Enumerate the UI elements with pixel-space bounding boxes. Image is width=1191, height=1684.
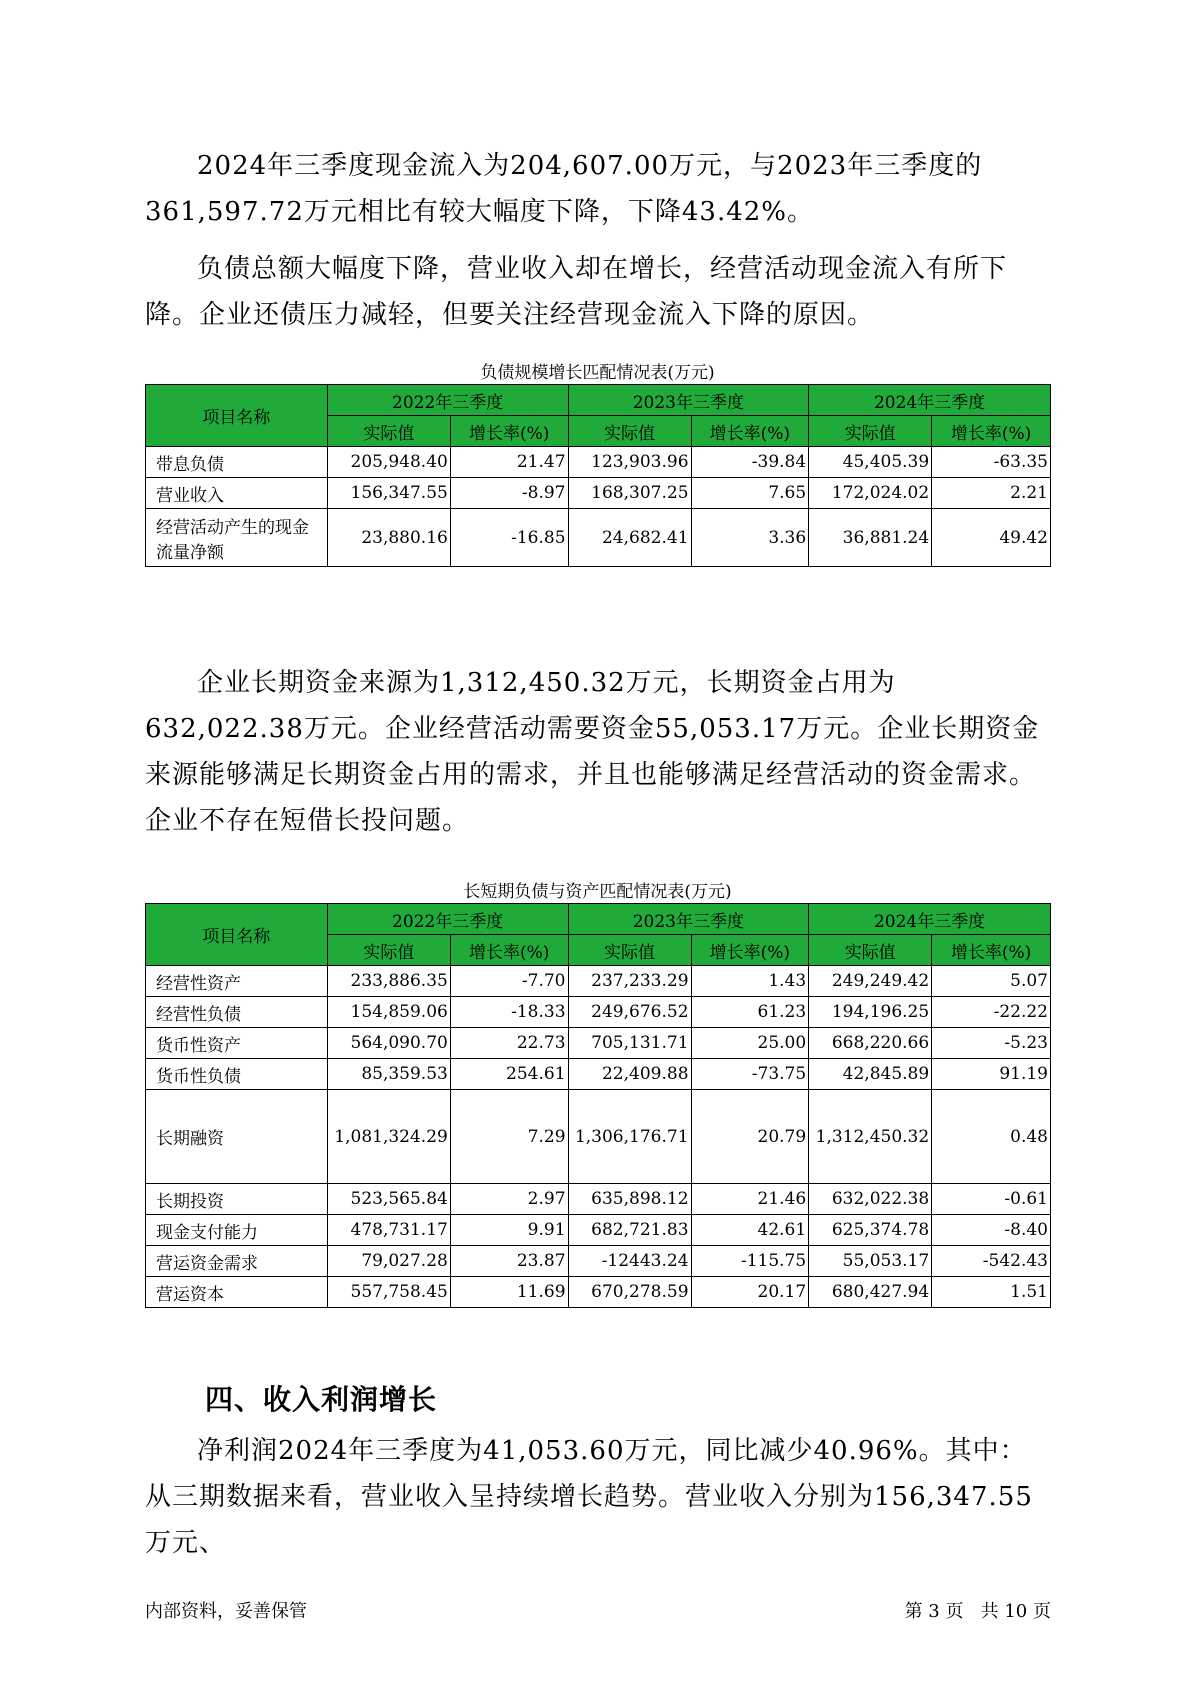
table-row <box>146 1184 1051 1215</box>
cell-actual-value: 705,131.71 <box>568 1028 691 1059</box>
cell-growth-rate: 7.29 <box>450 1090 568 1184</box>
cell-actual-value: 249,676.52 <box>568 997 691 1028</box>
header-actual: 实际值 <box>327 416 450 447</box>
cell-growth-rate: 9.91 <box>450 1215 568 1246</box>
header-actual: 实际值 <box>568 935 691 966</box>
cell-actual-value: 668,220.66 <box>809 1028 932 1059</box>
table-row <box>146 509 1051 567</box>
table-row <box>146 1090 1051 1184</box>
cell-actual-value: 233,886.35 <box>327 966 450 997</box>
cell-actual-value: 172,024.02 <box>809 478 932 509</box>
header-period-2023: 2023年三季度 <box>568 385 809 416</box>
cell-actual-value: 249,249.42 <box>809 966 932 997</box>
cell-actual-value: 55,053.17 <box>809 1246 932 1277</box>
header-period-2022: 2022年三季度 <box>327 385 568 416</box>
header-period-2023: 2023年三季度 <box>568 904 809 935</box>
header-actual: 实际值 <box>809 416 932 447</box>
row-item-name: 现金支付能力 <box>146 1215 328 1246</box>
debt-scale-table-body <box>146 385 1051 567</box>
cell-actual-value: 635,898.12 <box>568 1184 691 1215</box>
header-item-name: 项目名称 <box>146 385 328 447</box>
cell-actual-value: 85,359.53 <box>327 1059 450 1090</box>
cell-actual-value: 168,307.25 <box>568 478 691 509</box>
row-item-name: 长期融资 <box>146 1090 328 1184</box>
cell-actual-value: 36,881.24 <box>809 509 932 567</box>
row-item-name: 营运资本 <box>146 1277 328 1308</box>
asset-liability-table-body <box>146 904 1051 1308</box>
cell-actual-value: 557,758.45 <box>327 1277 450 1308</box>
paragraph-long-term-funds: 企业长期资金来源为1,312,450.32万元，长期资金占用为632,022.38万元。企业经营活动需要资金55,053.17万元。企业长期资金来源能够满足长期资金占用的需求，并且也能够满足经营活动的资金需求。企业不存在短借长投问题。 <box>145 668 1040 836</box>
table-row <box>146 966 1051 997</box>
section-heading: 四、收入利润增长 <box>205 1383 438 1416</box>
cell-growth-rate: -115.75 <box>691 1246 809 1277</box>
cell-actual-value: 670,278.59 <box>568 1277 691 1308</box>
row-item-name: 经营活动产生的现金流量净额 <box>146 509 328 567</box>
cell-growth-rate: 21.47 <box>450 447 568 478</box>
cell-growth-rate: 23.87 <box>450 1246 568 1277</box>
paragraph-cash-inflow: 2024年三季度现金流入为204,607.00万元，与2023年三季度的361,597.72万元相比有较大幅度下降，下降43.42%。 <box>145 151 983 227</box>
table-row <box>146 478 1051 509</box>
cell-growth-rate: 20.79 <box>691 1090 809 1184</box>
header-growth: 增长率(%) <box>932 935 1051 966</box>
table-row <box>146 1028 1051 1059</box>
cell-growth-rate: -8.97 <box>450 478 568 509</box>
cell-growth-rate: -73.75 <box>691 1059 809 1090</box>
cell-growth-rate: 2.97 <box>450 1184 568 1215</box>
paragraph-net-profit: 净利润2024年三季度为41,053.60万元，同比减少40.96%。其中：从三期数据来看，营业收入呈持续增长趋势。营业收入分别为156,347.55万元、 <box>145 1436 1033 1558</box>
cell-growth-rate: 254.61 <box>450 1059 568 1090</box>
cell-actual-value: 23,880.16 <box>327 509 450 567</box>
asset-liability-table <box>145 903 1051 1308</box>
row-item-name: 带息负债 <box>146 447 328 478</box>
cell-actual-value: 680,427.94 <box>809 1277 932 1308</box>
table1-caption: 负债规模增长匹配情况表(万元) <box>480 363 715 383</box>
cell-actual-value: 523,565.84 <box>327 1184 450 1215</box>
table2-caption: 长短期负债与资产匹配情况表(万元) <box>463 882 732 902</box>
header-actual: 实际值 <box>568 416 691 447</box>
cell-growth-rate: -18.33 <box>450 997 568 1028</box>
cell-growth-rate: -5.23 <box>932 1028 1051 1059</box>
footer-confidential: 内部资料，妥善保管 <box>145 1601 307 1622</box>
cell-actual-value: 194,196.25 <box>809 997 932 1028</box>
cell-growth-rate: 11.69 <box>450 1277 568 1308</box>
cell-growth-rate: -22.22 <box>932 997 1051 1028</box>
cell-actual-value: 478,731.17 <box>327 1215 450 1246</box>
cell-growth-rate: 25.00 <box>691 1028 809 1059</box>
cell-actual-value: 1,306,176.71 <box>568 1090 691 1184</box>
header-growth: 增长率(%) <box>450 935 568 966</box>
row-item-name: 货币性负债 <box>146 1059 328 1090</box>
row-item-name: 营业收入 <box>146 478 328 509</box>
table-row <box>146 1277 1051 1308</box>
cell-growth-rate: 1.43 <box>691 966 809 997</box>
cell-actual-value: 45,405.39 <box>809 447 932 478</box>
cell-growth-rate: 2.21 <box>932 478 1051 509</box>
cell-actual-value: 42,845.89 <box>809 1059 932 1090</box>
cell-growth-rate: 21.46 <box>691 1184 809 1215</box>
cell-growth-rate: 5.07 <box>932 966 1051 997</box>
paragraph-debt-summary: 负债总额大幅度下降，营业收入却在增长，经营活动现金流入有所下降。企业还债压力减轻，但要关注经营现金流入下降的原因。 <box>145 254 1008 330</box>
cell-growth-rate: 7.65 <box>691 478 809 509</box>
header-growth: 增长率(%) <box>450 416 568 447</box>
cell-growth-rate: -8.40 <box>932 1215 1051 1246</box>
header-item-name: 项目名称 <box>146 904 328 966</box>
header-period-2024: 2024年三季度 <box>809 385 1051 416</box>
cell-growth-rate: -7.70 <box>450 966 568 997</box>
row-item-name: 营运资金需求 <box>146 1246 328 1277</box>
cell-growth-rate: 42.61 <box>691 1215 809 1246</box>
cell-actual-value: 205,948.40 <box>327 447 450 478</box>
debt-scale-table <box>145 384 1051 567</box>
cell-growth-rate: -63.35 <box>932 447 1051 478</box>
row-item-name: 货币性资产 <box>146 1028 328 1059</box>
table-row <box>146 1246 1051 1277</box>
table-row <box>146 447 1051 478</box>
header-actual: 实际值 <box>327 935 450 966</box>
cell-growth-rate: 91.19 <box>932 1059 1051 1090</box>
cell-growth-rate: 22.73 <box>450 1028 568 1059</box>
cell-actual-value: 625,374.78 <box>809 1215 932 1246</box>
cell-actual-value: 564,090.70 <box>327 1028 450 1059</box>
cell-actual-value: 1,312,450.32 <box>809 1090 932 1184</box>
header-actual: 实际值 <box>809 935 932 966</box>
cell-growth-rate: 0.48 <box>932 1090 1051 1184</box>
table-row <box>146 1215 1051 1246</box>
cell-growth-rate: -39.84 <box>691 447 809 478</box>
cell-growth-rate: 1.51 <box>932 1277 1051 1308</box>
cell-actual-value: 123,903.96 <box>568 447 691 478</box>
cell-actual-value: 22,409.88 <box>568 1059 691 1090</box>
cell-growth-rate: -16.85 <box>450 509 568 567</box>
cell-growth-rate: 20.17 <box>691 1277 809 1308</box>
cell-actual-value: -12443.24 <box>568 1246 691 1277</box>
header-period-2022: 2022年三季度 <box>327 904 568 935</box>
header-growth: 增长率(%) <box>932 416 1051 447</box>
cell-actual-value: 682,721.83 <box>568 1215 691 1246</box>
cell-actual-value: 237,233.29 <box>568 966 691 997</box>
row-item-name: 长期投资 <box>146 1184 328 1215</box>
row-item-name: 经营性资产 <box>146 966 328 997</box>
cell-actual-value: 24,682.41 <box>568 509 691 567</box>
cell-growth-rate: 3.36 <box>691 509 809 567</box>
cell-growth-rate: 49.42 <box>932 509 1051 567</box>
cell-actual-value: 156,347.55 <box>327 478 450 509</box>
header-period-2024: 2024年三季度 <box>809 904 1051 935</box>
footer-page-number: 第 3 页 共 10 页 <box>904 1601 1051 1622</box>
cell-actual-value: 154,859.06 <box>327 997 450 1028</box>
cell-actual-value: 79,027.28 <box>327 1246 450 1277</box>
cell-growth-rate: -542.43 <box>932 1246 1051 1277</box>
header-growth: 增长率(%) <box>691 935 809 966</box>
row-item-name: 经营性负债 <box>146 997 328 1028</box>
table-row <box>146 997 1051 1028</box>
table-row <box>146 1059 1051 1090</box>
header-growth: 增长率(%) <box>691 416 809 447</box>
cell-growth-rate: -0.61 <box>932 1184 1051 1215</box>
cell-actual-value: 1,081,324.29 <box>327 1090 450 1184</box>
cell-actual-value: 632,022.38 <box>809 1184 932 1215</box>
cell-growth-rate: 61.23 <box>691 997 809 1028</box>
